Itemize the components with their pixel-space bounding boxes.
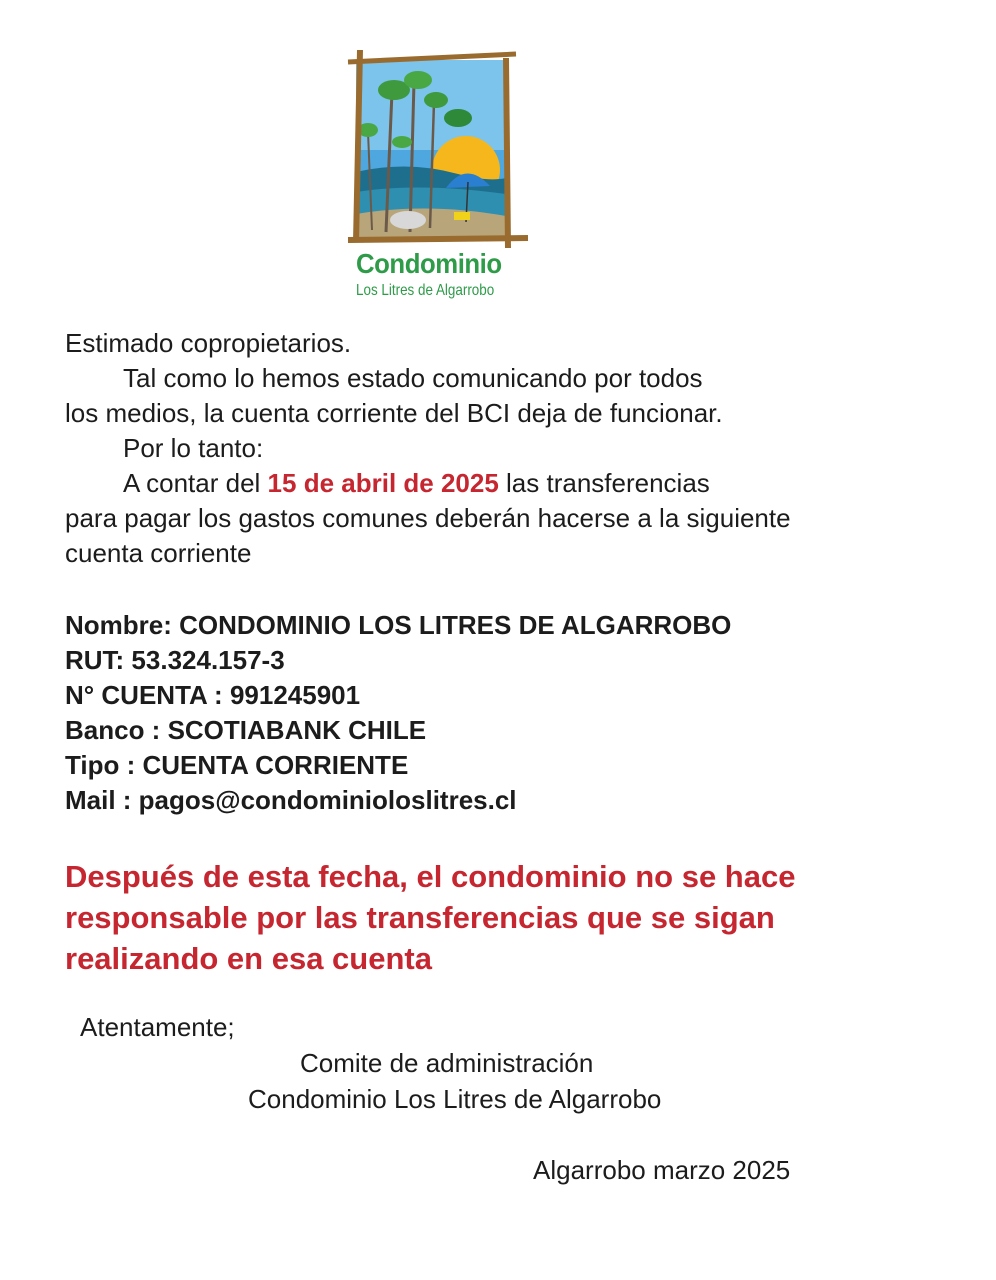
place-date: Algarrobo marzo 2025 — [533, 1155, 791, 1185]
account-type: Tipo : CUENTA CORRIENTE — [65, 750, 409, 780]
condominium-logo — [338, 42, 548, 304]
paragraph-2: Por lo tanto: — [123, 433, 264, 463]
signature-committee: Comite de administración — [300, 1048, 594, 1078]
logo-title: Condominio — [356, 248, 502, 279]
account-name: Nombre: CONDOMINIO LOS LITRES DE ALGARROBO — [65, 610, 732, 640]
paragraph-3-line-1 — [65, 466, 945, 501]
paragraph-3-after: las transferencias — [498, 468, 710, 498]
account-mail: Mail : pagos@condominioloslitres.cl — [65, 785, 517, 815]
warning-line-2: responsable por las transferencias que se sigan — [65, 900, 775, 935]
closing: Atentamente; — [80, 1012, 235, 1042]
account-rut: RUT: 53.324.157-3 — [65, 645, 285, 675]
logo-illustration — [338, 42, 548, 252]
signature-condominium: Condominio Los Litres de Algarrobo — [248, 1084, 662, 1114]
warning-notice — [65, 856, 945, 979]
greeting: Estimado copropietarios. — [65, 328, 352, 358]
effective-date: 15 de abril de 2025 — [267, 468, 499, 498]
logo-subtitle: Los Litres de Algarrobo — [356, 282, 495, 299]
account-details — [65, 608, 945, 818]
account-number: N° CUENTA : 991245901 — [65, 680, 361, 710]
account-bank: Banco : SCOTIABANK CHILE — [65, 715, 427, 745]
notice-body — [65, 326, 945, 571]
paragraph-3-before: A contar del — [123, 468, 268, 498]
paragraph-1-line-2: los medios, la cuenta corriente del BCI deja de funcionar. — [65, 398, 723, 428]
paragraph-3-line-3: cuenta corriente — [65, 538, 252, 568]
paragraph-1-line-1: Tal como lo hemos estado comunicando por todos — [123, 363, 703, 393]
warning-line-1: Después de esta fecha, el condominio no se hace — [65, 859, 796, 894]
paragraph-3-line-2: para pagar los gastos comunes deberán hacerse a la siguiente — [65, 503, 791, 533]
warning-line-3: realizando en esa cuenta — [65, 941, 432, 976]
